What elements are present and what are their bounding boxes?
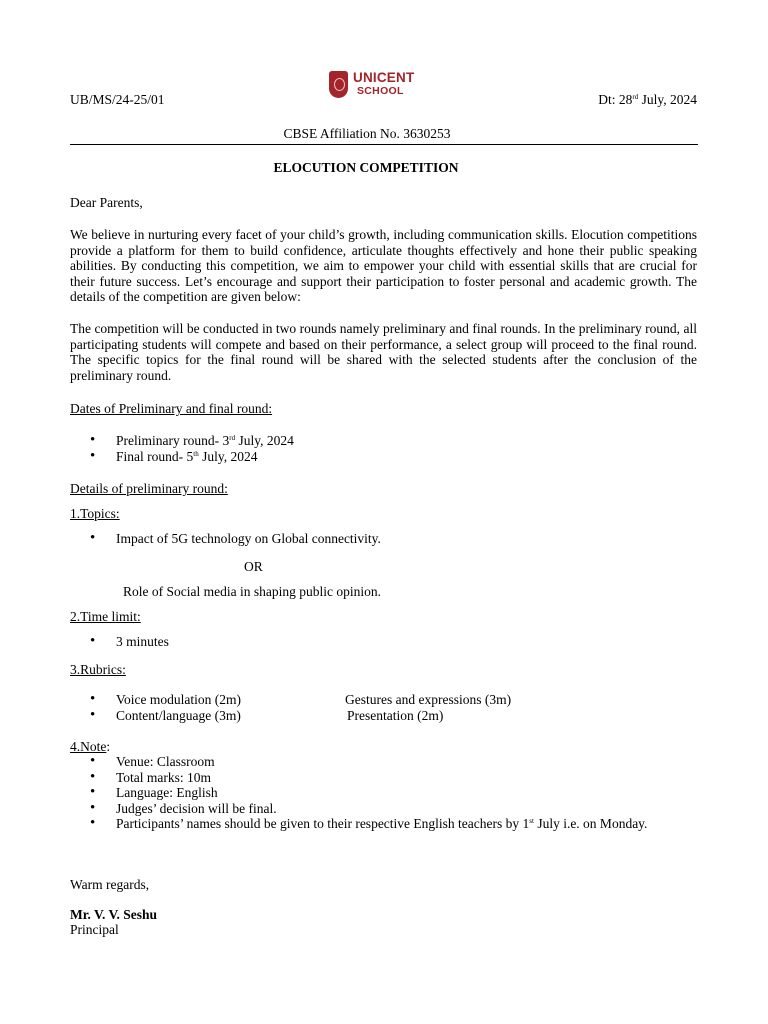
list-item: • Total marks: 10m — [70, 770, 710, 786]
logo-text-line1: UNICENT — [353, 70, 415, 85]
topics-list — [70, 531, 381, 547]
dates-heading: Dates of Preliminary and final round: — [70, 401, 273, 416]
intro-paragraph: We believe in nurturing every facet of your child’s growth, including communication skills. Elocution competitions provide a platform for them to build confidence, articulate thoughts effectively and hone their public speaking abilities. By conducting this competition, we aim to empower your child with essential skills that are crucial for their future success. Let’s encourage and support their participation to foster personal and academic growth. The details of the competition are given below: — [70, 227, 697, 305]
details-heading: Details of preliminary round: — [70, 481, 228, 496]
note-heading: 4.Note: — [70, 739, 111, 754]
dates-list — [70, 433, 294, 464]
reference-number: UB/MS/24-25/01 — [70, 92, 165, 107]
list-item: • Participants’ names should be given to their respective English teachers by 1st July i.e. on Monday. — [70, 816, 710, 832]
list-item: • Venue: Classroom — [70, 754, 710, 770]
or-separator: OR — [244, 559, 263, 574]
page-title: ELOCUTION COMPETITION — [273, 160, 459, 175]
list-item: • Content/language (3m) Presentation (2m) — [70, 708, 630, 724]
list-item: • Judges’ decision will be final. — [70, 801, 710, 817]
signatory-name: Mr. V. V. Seshu — [70, 907, 158, 922]
signatory-designation: Principal — [70, 922, 119, 937]
list-item: • Language: English — [70, 785, 710, 801]
list-item: • Voice modulation (2m) Gestures and expressions (3m) — [70, 692, 630, 708]
greeting: Dear Parents, — [70, 195, 143, 210]
rounds-paragraph: The competition will be conducted in two rounds namely preliminary and final rounds. In the preliminary round, all participating students will compete and based on their performance, a select group will proceed to the final round. The specific topics for the final round will be shared with the selected students after the conclusion of the preliminary round. — [70, 321, 697, 383]
topics-heading: 1.Topics: — [70, 506, 120, 521]
time-limit-heading: 2.Time limit: — [70, 609, 141, 624]
logo-text-line2: SCHOOL — [357, 85, 404, 97]
header-divider — [70, 144, 698, 145]
list-item: • Preliminary round- 3rd July, 2024 — [70, 433, 294, 449]
time-limit-list — [70, 634, 169, 650]
letter-date: Dt: 28rd July, 2024 — [598, 92, 697, 107]
topic-alternative: Role of Social media in shaping public opinion. — [123, 584, 381, 599]
list-item: • Impact of 5G technology on Global connectivity. — [70, 531, 381, 547]
shield-icon — [329, 71, 348, 98]
rubrics-heading: 3.Rubrics: — [70, 662, 126, 677]
list-item: • Final round- 5th July, 2024 — [70, 449, 294, 465]
rubrics-list — [70, 692, 630, 723]
school-logo — [329, 70, 415, 102]
affiliation-number: CBSE Affiliation No. 3630253 — [283, 126, 451, 141]
note-list — [70, 754, 710, 832]
list-item: • 3 minutes — [70, 634, 169, 650]
closing-regards: Warm regards, — [70, 877, 150, 892]
